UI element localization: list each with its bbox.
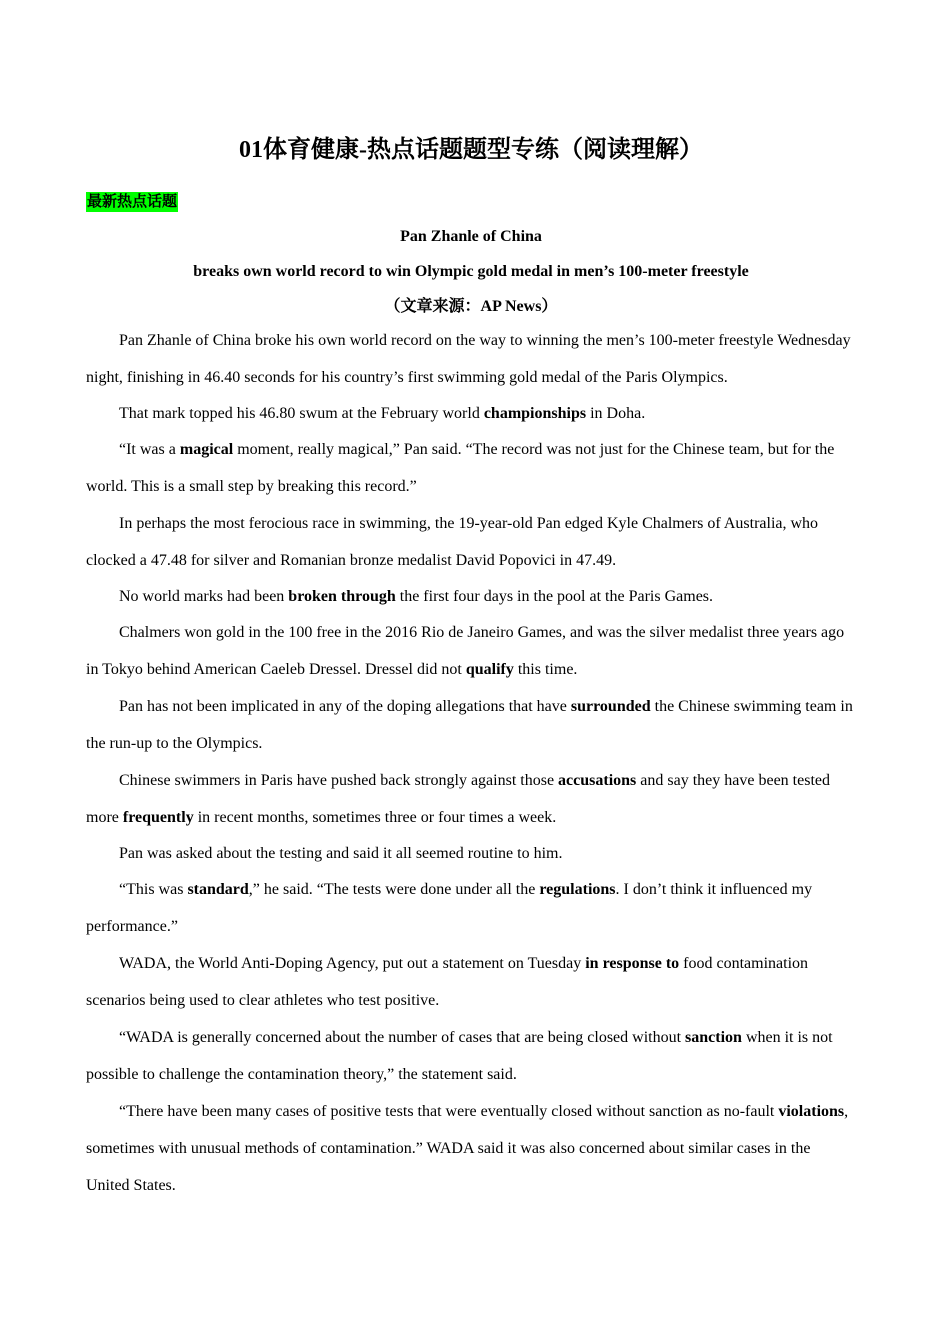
paragraph-6: Chalmers won gold in the 100 free in the 2016 Rio de Janeiro Games, and was the silver medalist three years ago in Tokyo behind American Caeleb Dressel. Dressel did not qualify this time. bbox=[86, 624, 845, 678]
paragraph-13: “There have been many cases of positive tests that were eventually closed without sanction as no-fault violations, sometimes with unusual methods of contamination.” WADA said it was also concerned about similar cases in the United States. bbox=[86, 1103, 849, 1194]
paragraph-1: Pan Zhanle of China broke his own world record on the way to winning the men’s 100-meter freestyle Wednesday night, finishing in 46.40 seconds for his country’s first swimming gold medal of the Paris Olympics. bbox=[86, 332, 851, 386]
article-source: （文章来源：AP News） bbox=[384, 298, 558, 315]
paragraph-9: Pan was asked about the testing and said it all seemed routine to him. bbox=[119, 845, 563, 862]
keyword: magical bbox=[179, 441, 234, 458]
keyword: in response to bbox=[585, 955, 680, 972]
keyword: qualify bbox=[465, 661, 514, 678]
page-title: 01体育健康-热点话题题型专练（阅读理解） bbox=[239, 137, 703, 163]
keyword: sanction bbox=[685, 1029, 742, 1046]
paragraph-8: Chinese swimmers in Paris have pushed back strongly against those accusations and say they have been tested more frequently in recent months, sometimes three or four times a week. bbox=[86, 772, 830, 826]
hot-topic-tag: 最新热点话题 bbox=[87, 194, 178, 210]
keyword: frequently bbox=[122, 809, 194, 826]
paragraph-10: “This was standard,” he said. “The tests were done under all the regulations. I don’t think it influenced my performance.” bbox=[86, 881, 813, 935]
keyword: surrounded bbox=[570, 698, 651, 715]
paragraph-2: That mark topped his 46.80 swum at the February world championships in Doha. bbox=[119, 405, 646, 422]
paragraph-3: “It was a magical moment, really magical,” Pan said. “The record was not just for the Chinese team, but for the world. This is a small step by breaking this record.” bbox=[86, 441, 835, 495]
keyword: violations bbox=[778, 1103, 845, 1120]
paragraph-5: No world marks had been broken through the first four days in the pool at the Paris Games. bbox=[119, 588, 714, 605]
paragraph-4: In perhaps the most ferocious race in swimming, the 19-year-old Pan edged Kyle Chalmers of Australia, who clocked a 47.48 for silver and Romanian bronze medalist David Popovici in 47.49. bbox=[86, 515, 819, 569]
keyword: accusations bbox=[558, 772, 637, 789]
paragraph-12: “WADA is generally concerned about the number of cases that are being closed without sanction when it is not possible to challenge the contamination theory,” the statement said. bbox=[86, 1029, 833, 1083]
headline-line-2: breaks own world record to win Olympic gold medal in men’s 100-meter freestyle bbox=[193, 263, 749, 280]
keyword: broken through bbox=[288, 588, 396, 605]
article-body bbox=[86, 322, 856, 1204]
paragraph-11: WADA, the World Anti-Doping Agency, put out a statement on Tuesday in response to food contamination scenarios being used to clear athletes who test positive. bbox=[86, 955, 809, 1009]
keyword: championships bbox=[483, 405, 587, 422]
headline-line-1: Pan Zhanle of China bbox=[400, 228, 542, 245]
paragraph-7: Pan has not been implicated in any of the doping allegations that have surrounded the Chinese swimming team in the run-up to the Olympics. bbox=[86, 698, 853, 752]
keyword: standard bbox=[187, 881, 249, 898]
keyword: regulations bbox=[539, 881, 616, 898]
